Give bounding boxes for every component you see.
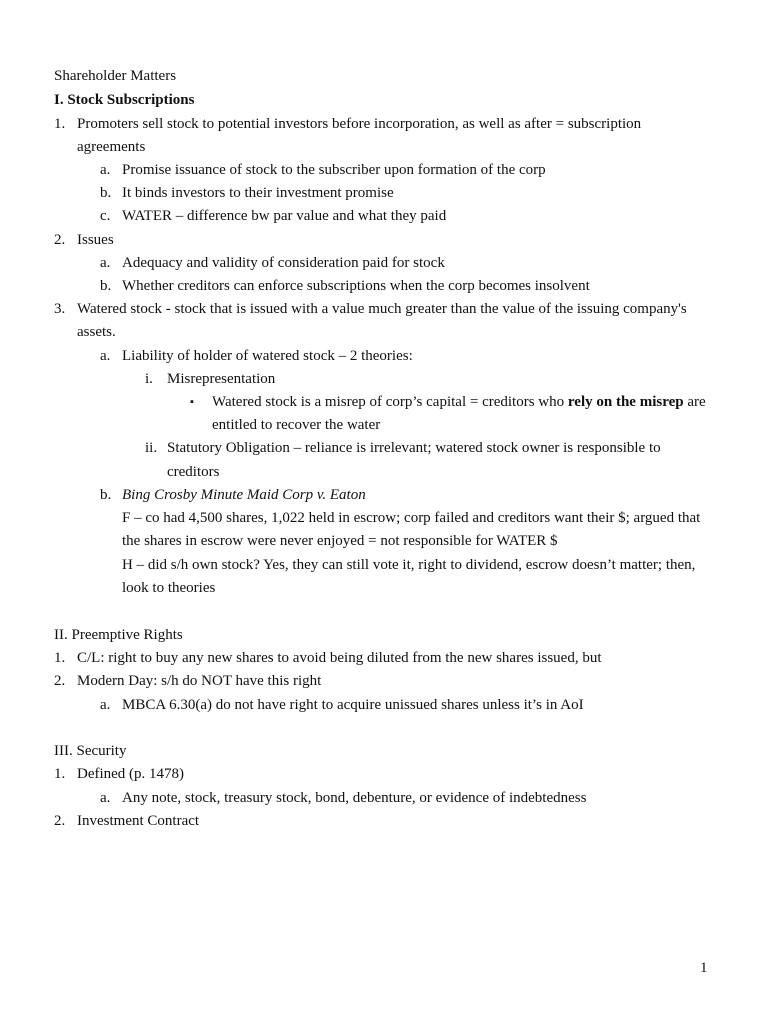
case-facts: F – co had 4,500 shares, 1,022 held in escrow; corp failed and creditors want their $; argued that xyxy=(122,510,701,526)
list-item-text: Issues xyxy=(77,232,114,248)
list-item-text: Modern Day: s/h do NOT have this right xyxy=(77,673,322,689)
case-name: Bing Crosby Minute Maid Corp v. Eaton xyxy=(122,487,366,503)
list-item-text: Defined (p. 1478) xyxy=(77,766,185,782)
bullet-text-pre: Watered stock is a misrep of corp’s capital = creditors who xyxy=(212,394,568,410)
roman-marker: i. xyxy=(145,371,153,387)
bullet-item-text: entitled to recover the water xyxy=(212,417,381,433)
bullet-item-text xyxy=(212,392,706,412)
sublist-marker: a. xyxy=(100,790,111,806)
list-item-text: Watered stock - stock that is issued with a value much greater than the value of the issuing company's xyxy=(77,301,687,317)
sublist-item-text: Promise issuance of stock to the subscriber upon formation of the corp xyxy=(122,162,546,178)
sublist-item-text: It binds investors to their investment promise xyxy=(122,185,394,201)
list-marker: 1. xyxy=(54,116,66,132)
list-item-text: agreements xyxy=(77,139,146,155)
list-item-text: assets. xyxy=(77,324,116,340)
bullet-marker: ▪ xyxy=(190,396,194,408)
list-marker: 1. xyxy=(54,766,66,782)
case-facts: the shares in escrow were never enjoyed = not responsible for WATER $ xyxy=(122,533,558,549)
list-item-text: Investment Contract xyxy=(77,813,200,829)
sublist-item-text: Any note, stock, treasury stock, bond, debenture, or evidence of indebtedness xyxy=(122,790,587,806)
sublist-item-text: MBCA 6.30(a) do not have right to acquire unissued shares unless it’s in AoI xyxy=(122,697,584,713)
roman-marker: ii. xyxy=(145,440,158,456)
sublist-item-text: Whether creditors can enforce subscriptions when the corp becomes insolvent xyxy=(122,278,590,294)
sublist-item-text: WATER – difference bw par value and what they paid xyxy=(122,208,447,224)
section-heading-stock-subscriptions: I. Stock Subscriptions xyxy=(54,92,195,108)
section-heading-security: III. Security xyxy=(54,743,127,759)
case-holding: H – did s/h own stock? Yes, they can still vote it, right to dividend, escrow doesn’t matter; then, xyxy=(122,557,696,573)
list-marker: 3. xyxy=(54,301,66,317)
sublist-item-text: Liability of holder of watered stock – 2 theories: xyxy=(122,348,413,364)
list-item-text: Promoters sell stock to potential investors before incorporation, as well as after = subscription xyxy=(77,116,642,132)
list-item-text: C/L: right to buy any new shares to avoid being diluted from the new shares issued, but xyxy=(77,650,602,666)
list-marker: 2. xyxy=(54,673,66,689)
document-title: Shareholder Matters xyxy=(54,68,177,84)
list-marker: 2. xyxy=(54,232,66,248)
sublist-marker: a. xyxy=(100,697,111,713)
sublist-marker: a. xyxy=(100,162,111,178)
case-holding: look to theories xyxy=(122,580,216,596)
page-number: 1 xyxy=(700,960,708,976)
roman-item-text: creditors xyxy=(167,464,220,480)
sublist-marker: c. xyxy=(100,208,111,224)
section-heading-preemptive-rights: II. Preemptive Rights xyxy=(54,627,183,643)
roman-item-text: Misrepresentation xyxy=(167,371,276,387)
list-marker: 2. xyxy=(54,813,66,829)
sublist-item-text: Adequacy and validity of consideration paid for stock xyxy=(122,255,445,271)
sublist-marker: b. xyxy=(100,278,112,294)
sublist-marker: b. xyxy=(100,487,112,503)
sublist-marker: b. xyxy=(100,185,112,201)
sublist-marker: a. xyxy=(100,348,111,364)
list-marker: 1. xyxy=(54,650,66,666)
sublist-marker: a. xyxy=(100,255,111,271)
bullet-text-post: are xyxy=(683,394,706,410)
roman-item-text: Statutory Obligation – reliance is irrelevant; watered stock owner is responsible to xyxy=(167,440,661,456)
bullet-text-bold: rely on the misrep xyxy=(567,394,684,410)
